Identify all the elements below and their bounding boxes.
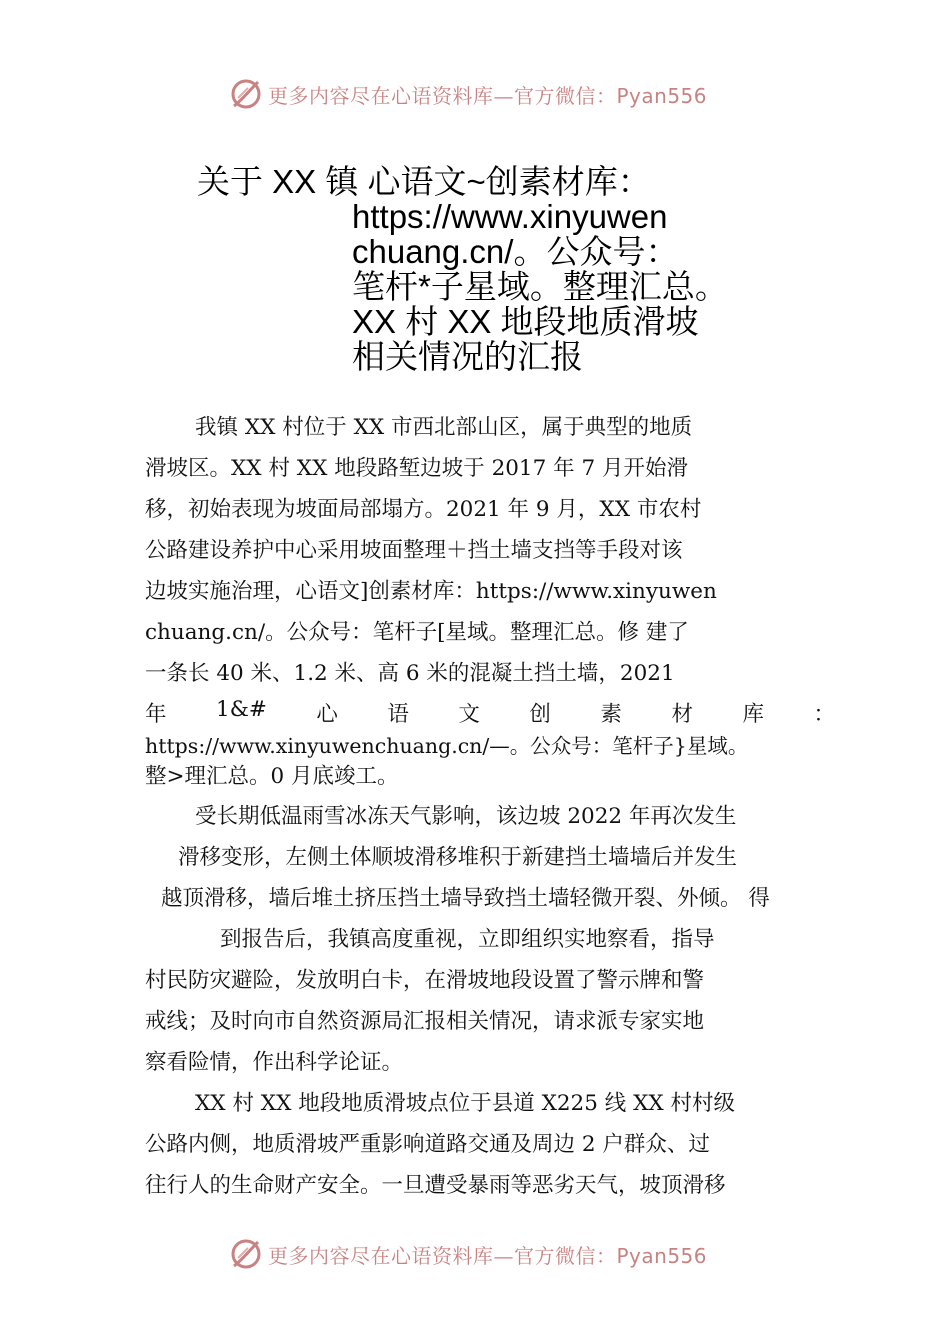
banner-text: 更多内容尽在心语资料库—官方微信：Pyan556 [268,84,708,108]
text-line: 到报告后，我镇高度重视，立即组织实地察看，指导 [220,927,715,952]
text-line: 边坡实施治理，心语文]创素材库：https://www.xinyuwen [145,579,717,604]
text-line: 滑坡区。XX 村 XX 地段路堑边坡于 2017 年 7 月开始滑 [145,456,688,481]
text-line: chuang.cn/。公众号：笔杆子[星域。整理汇总。修 建了 [145,620,689,645]
wechat-id: Pyan556 [616,84,708,108]
text-line: 整>理汇总。0 月底竣工。 [145,764,399,789]
wechat-id: Pyan556 [616,1244,708,1268]
text-line: 往行人的生命财产安全。一旦遭受暴雨等恶劣天气，坡顶滑移 [145,1173,726,1198]
title-line-6: 相关情况的汇报 [352,338,583,375]
text-line: 我镇 XX 村位于 XX 市西北部山区，属于典型的地质 [195,415,693,440]
text-line: https://www.xinyuwenchuang.cn/—。公众号：笔杆子}星域。 [145,734,749,758]
title-line-2: https://www.xinyuwen [352,198,668,235]
text-line: 村民防灾避险，发放明白卡，在滑坡地段设置了警示牌和警 [145,968,705,993]
title-line-4: 笔杆*子星域。整理汇总。 [352,268,728,305]
title-line-5: XX 村 XX 地段地质滑坡 [352,303,699,340]
banner-text: 更多内容尽在心语资料库—官方微信：Pyan556 [268,1244,708,1268]
brand-logo-icon [228,76,264,112]
header-banner [0,74,950,114]
title-line-3: chuang.cn/。公众号： [352,233,679,270]
text-line: XX 村 XX 地段地质滑坡点位于县道 X225 线 XX 村村级 [195,1091,736,1116]
text-line: 公路内侧，地质滑坡严重影响道路交通及周边 2 户群众、过 [145,1132,710,1157]
text-line: 移，初始表现为坡面局部塌方。2021 年 9 月，XX 市农村 [145,497,702,522]
text-line: 察看险情，作出科学论证。 [145,1050,404,1075]
spread-text-line: 年 1&# 心 语 文 创 素 材 库 ： [145,697,835,727]
text-line: 滑移变形，左侧土体顺坡滑移堆积于新建挡土墙墙后并发生 [178,845,738,870]
text-line: 公路建设养护中心采用坡面整理＋挡土墙支挡等手段对该 [145,538,683,563]
title-line-1: 关于 XX 镇 心语文~创素材库： [197,163,651,200]
text-line: 受长期低温雨雪冰冻天气影响，该边坡 2022 年再次发生 [195,804,737,829]
footer-banner [0,1234,950,1274]
text-line: 一条长 40 米、1.2 米、高 6 米的混凝土挡土墙，2021 [145,661,675,686]
text-line: 越顶滑移，墙后堆土挤压挡土墙导致挡土墙轻微开裂、外倾。 得 [161,886,770,911]
text-line: 戒线；及时向市自然资源局汇报相关情况，请求派专家实地 [145,1009,705,1034]
brand-logo-icon [228,1236,264,1272]
